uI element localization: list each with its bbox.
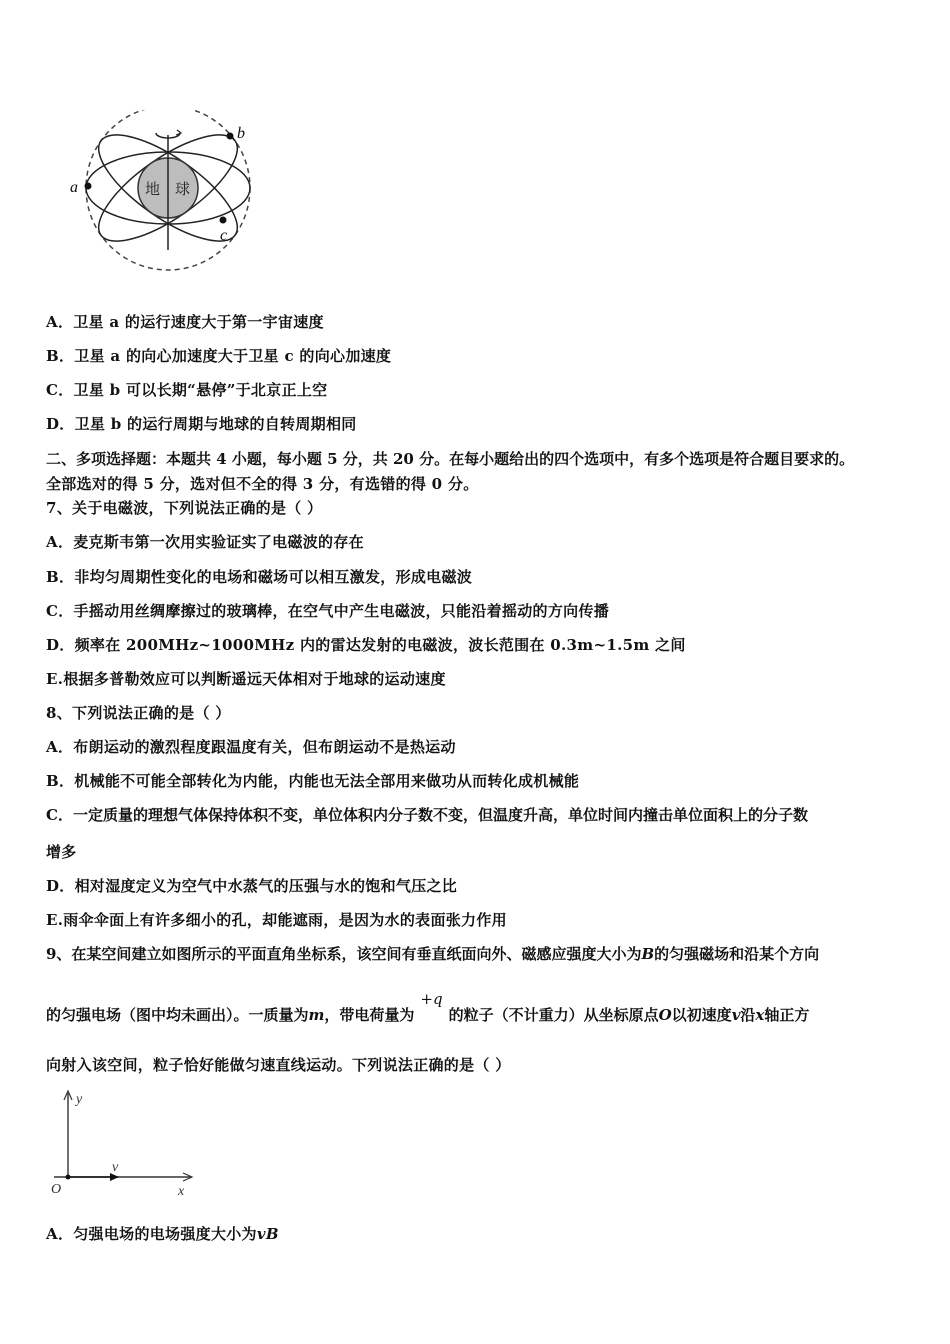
q9-stem-line2-a: 的匀强电场（图中均未画出）。一质量为 (46, 1006, 309, 1024)
q8-option-d: D．相对湿度定义为空气中水蒸气的压强与水的饱和气压之比 (46, 877, 458, 895)
q9-var-B: B (641, 945, 655, 963)
origin-point (66, 1175, 71, 1180)
q9-stem-line2-b: ，带电荷量为 (324, 1006, 415, 1024)
q8-stem: 8、下列说法正确的是（ ） (46, 704, 231, 722)
satellite-a-label: a (70, 179, 78, 196)
q9-stem-line2-e: 沿 (740, 1006, 756, 1024)
q7-option-a: A．麦克斯韦第一次用实验证实了电磁波的存在 (46, 533, 364, 551)
x-axis-label: x (178, 1184, 185, 1199)
q8-option-c: C．一定质量的理想气体保持体积不变，单位体积内分子数不变，但温度升高，单位时间内撞击单位面积上的分子数 (46, 806, 808, 824)
satellite-c (220, 217, 227, 224)
velocity-label: v (112, 1160, 119, 1175)
satellite-b-label: b (237, 125, 245, 142)
q9-stem-line2 (46, 990, 810, 1025)
q7-option-b: B．非均匀周期性变化的电场和磁场可以相互激发，形成电磁波 (46, 568, 473, 586)
q9-stem-line2-d: 以初速度 (671, 1006, 732, 1024)
q9-charge: +q (420, 990, 443, 1008)
satellite-b (227, 133, 234, 140)
earth-label-right: 球 (175, 182, 191, 198)
q8-option-c-cont: 增多 (46, 843, 77, 861)
q9-var-O: O (658, 1006, 672, 1024)
q7-option-d: D．频率在 200MHz~1000MHz 内的雷达发射的电磁波，波长范围在 0.3m~1.5m 之间 (46, 636, 686, 654)
y-axis-label: y (76, 1092, 83, 1107)
section2-instructions-line1: 二、多项选择题：本题共 4 小题，每小题 5 分，共 20 分。在每小题给出的四个选项中，有多个选项是符合题目要求的。 (46, 450, 855, 468)
q6-option-a: A．卫星 a 的运行速度大于第一宇宙速度 (46, 313, 324, 331)
satellite-a (85, 183, 92, 190)
satellite-c-label: c (220, 227, 228, 244)
q6-option-b: B．卫星 a 的向心加速度大于卫星 c 的向心加速度 (46, 347, 392, 365)
q9-stem-line2-c: 的粒子（不计重力）从坐标原点 (448, 1006, 659, 1024)
q7-option-e: E.根据多普勒效应可以判断遥远天体相对于地球的运动速度 (46, 670, 446, 688)
q7-stem: 7、关于电磁波，下列说法正确的是（ ） (46, 499, 323, 517)
q9-stem-line1-post: 的匀强磁场和沿某个方向 (654, 945, 820, 963)
section2-instructions-line2: 全部选对的得 5 分，选对但不全的得 3 分，有选错的得 0 分。 (46, 475, 479, 493)
q9-var-v: v (731, 1006, 741, 1024)
q6-option-c: C．卫星 b 可以长期“悬停”于北京正上空 (46, 381, 328, 399)
satellite-orbit-figure (60, 110, 260, 275)
coordinate-axes-figure (46, 1085, 206, 1200)
q9-var-m: m (308, 1006, 325, 1024)
q9-var-x: x (755, 1006, 765, 1024)
q9-stem-line1 (46, 943, 819, 964)
q9-stem-line2-f: 轴正方 (764, 1006, 810, 1024)
q8-option-a: A．布朗运动的激烈程度跟温度有关，但布朗运动不是热运动 (46, 738, 456, 756)
q9-stem-line3: 向射入该空间，粒子恰好能做匀速直线运动。下列说法正确的是（ ） (46, 1056, 511, 1074)
q8-option-e: E.雨伞伞面上有许多细小的孔，却能遮雨，是因为水的表面张力作用 (46, 911, 507, 929)
q9-option-a (46, 1223, 279, 1244)
earth-label-left: 地 (145, 182, 161, 198)
q9-option-a-value: vB (256, 1225, 279, 1243)
q6-option-d: D．卫星 b 的运行周期与地球的自转周期相同 (46, 415, 357, 433)
q9-option-a-text: A．匀强电场的电场强度大小为 (46, 1225, 257, 1243)
q7-option-c: C．手摇动用丝绸摩擦过的玻璃棒，在空气中产生电磁波，只能沿着摇动的方向传播 (46, 602, 610, 620)
q9-stem-line1-pre: 9、在某空间建立如图所示的平面直角坐标系，该空间有垂直纸面向外、磁感应强度大小为 (46, 945, 642, 963)
origin-label: O (51, 1182, 62, 1197)
q8-option-b: B．机械能不可能全部转化为内能，内能也无法全部用来做功从而转化成机械能 (46, 772, 580, 790)
